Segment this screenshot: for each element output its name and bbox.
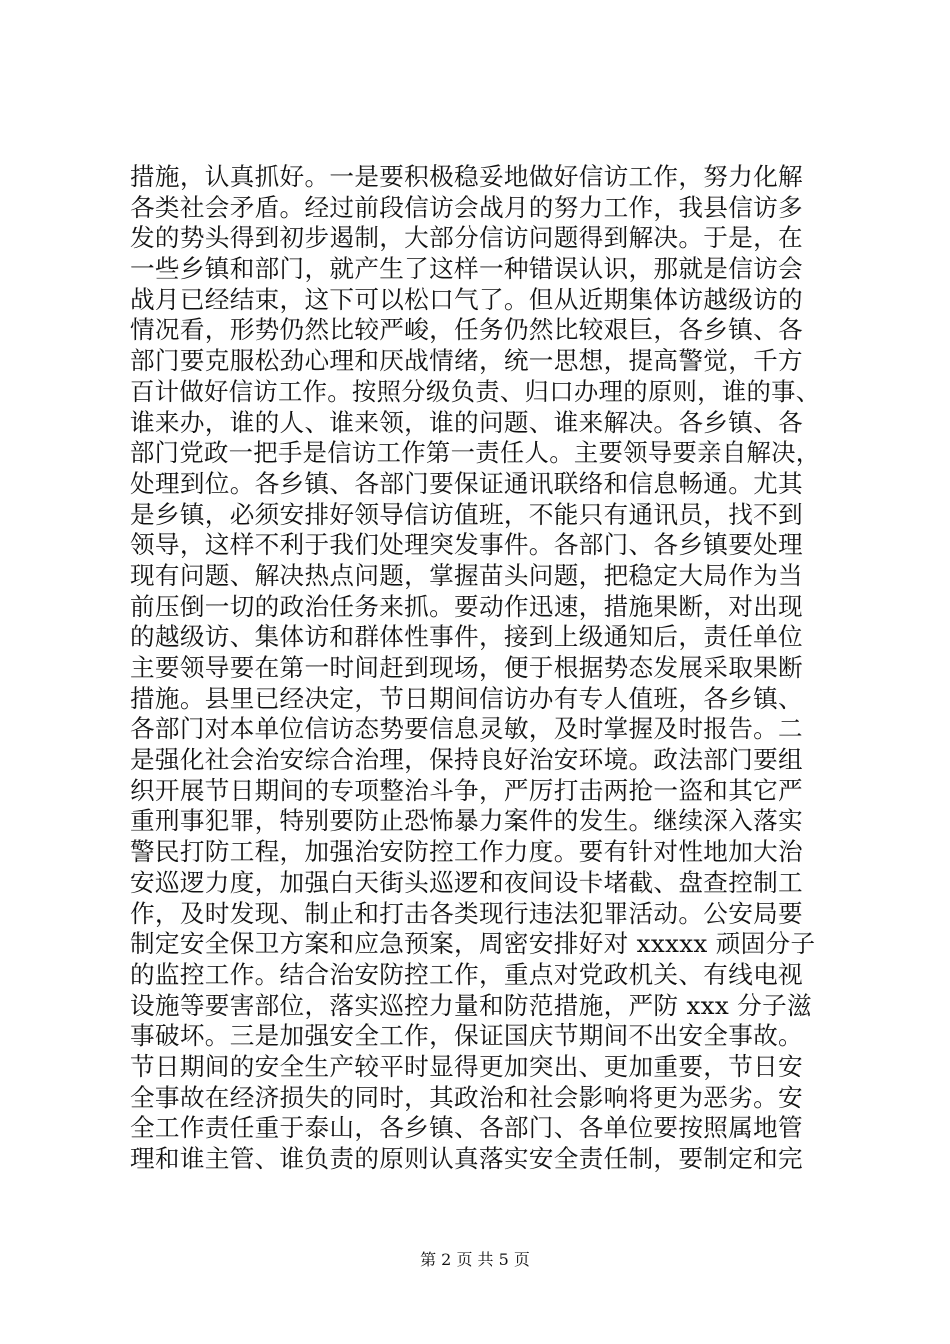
body-text — [130, 162, 830, 1175]
text-line: 主要领导要在第一时间赶到现场，便于根据势态发展采取果断 — [130, 653, 803, 682]
text-line: 的监控工作。结合治安防控工作，重点对党政机关、有线电视 — [130, 959, 803, 989]
text-line: 是强化社会治安综合治理，保持良好治安环境。政法部门要组 — [130, 745, 803, 775]
text-line: 节日期间的安全生产较平时显得更加突出、更加重要，节日安 — [130, 1051, 803, 1081]
text-line: 领导，这样不利于我们处理突发事件。各部门、各乡镇要处理 — [130, 530, 803, 560]
text-line: 情况看，形势仍然比较严峻，任务仍然比较艰巨，各乡镇、各 — [130, 315, 803, 345]
text-line: 发的势头得到初步遏制，大部分信访问题得到解决。于是，在 — [130, 223, 803, 253]
text-line: 全事故在经济损失的同时，其政治和社会影响将更为恶劣。安 — [130, 1082, 803, 1112]
text-line: 各部门对本单位信访态势要信息灵敏，及时掌握及时报告。二 — [130, 714, 803, 744]
text-line: 警民打防工程，加强治安防控工作力度。要有针对性地加大治 — [130, 837, 803, 867]
text-line: 是乡镇，必须安排好领导信访值班，不能只有通讯员，找不到 — [130, 499, 803, 529]
text-line: 战月已经结束，这下可以松口气了。但从近期集体访越级访的 — [130, 284, 803, 314]
text-line: 部门要克服松劲心理和厌战情绪，统一思想，提高警觉，千方 — [130, 346, 803, 376]
text-line: 前压倒一切的政治任务来抓。要动作迅速，措施果断，对出现 — [130, 591, 803, 621]
text-line: 各类社会矛盾。经过前段信访会战月的努力工作，我县信访多 — [130, 192, 803, 222]
text-line: 部门党政一把手是信访工作第一责任人。主要领导要亲自解决， — [130, 438, 821, 468]
text-line: 措施，认真抓好。一是要积极稳妥地做好信访工作，努力化解 — [130, 162, 803, 191]
text-line: 谁来办，谁的人、谁来领，谁的问题、谁来解决。各乡镇、各 — [130, 407, 803, 437]
text-line: 重刑事犯罪，特别要防止恐怖暴力案件的发生。继续深入落实 — [130, 806, 803, 836]
text-line: 制定安全保卫方案和应急预案，周密安排好对 xxxxx 顽固分子 — [130, 929, 816, 959]
text-line: 设施等要害部位，落实巡控力量和防范措施，严防 xxx 分子滋 — [130, 990, 812, 1020]
text-line: 作，及时发现、制止和打击各类现行违法犯罪活动。公安局要 — [130, 898, 803, 928]
text-line: 的越级访、集体访和群体性事件，接到上级通知后，责任单位 — [130, 622, 803, 652]
text-line: 措施。县里已经决定，节日期间信访办有专人值班，各乡镇、 — [130, 683, 803, 713]
text-line: 理和谁主管、谁负责的原则认真落实安全责任制，要制定和完 — [130, 1144, 803, 1173]
text-line: 事破坏。三是加强安全工作，保证国庆节期间不出安全事故。 — [130, 1021, 803, 1051]
text-line: 一些乡镇和部门，就产生了这样一种错误认识，那就是信访会 — [130, 254, 803, 284]
text-line: 处理到位。各乡镇、各部门要保证通讯联络和信息畅通。尤其 — [130, 468, 803, 498]
text-line: 织开展节日期间的专项整治斗争，严厉打击两抢一盗和其它严 — [130, 775, 803, 805]
page-footer: 第 2 页 共 5 页 — [420, 1250, 530, 1269]
text-line: 全工作责任重于泰山，各乡镇、各部门、各单位要按照属地管 — [130, 1113, 803, 1143]
text-line: 百计做好信访工作。按照分级负责、归口办理的原则，谁的事、 — [130, 376, 821, 406]
text-line: 现有问题、解决热点问题，掌握苗头问题，把稳定大局作为当 — [130, 560, 803, 590]
text-line: 安巡逻力度，加强白天街头巡逻和夜间设卡堵截、盘查控制工 — [130, 867, 803, 897]
